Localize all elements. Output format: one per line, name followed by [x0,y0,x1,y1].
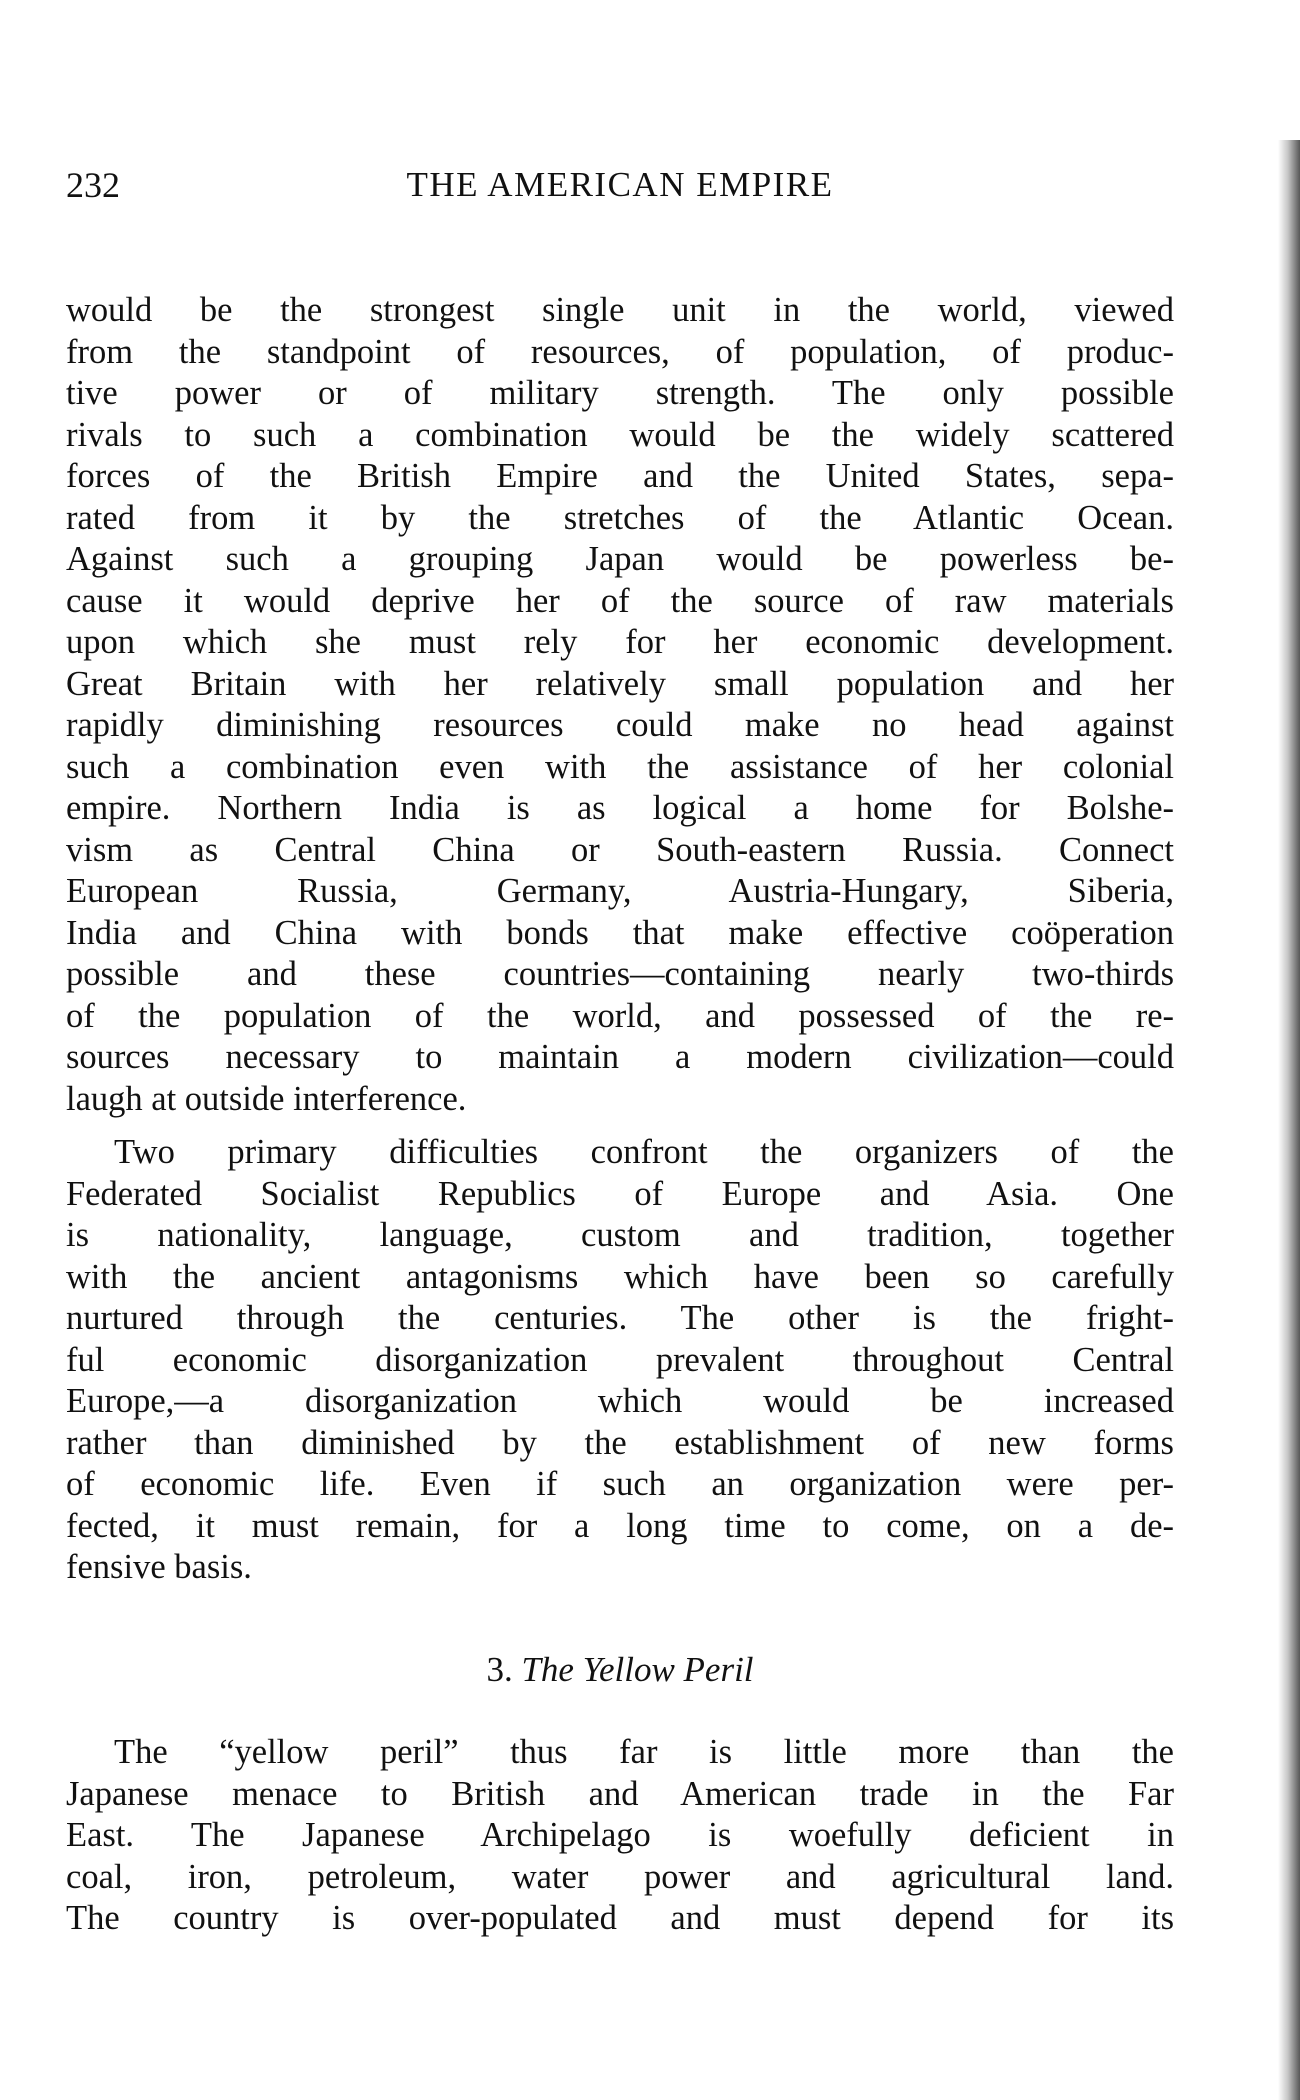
text-line: rapidly diminishing resources could make no head against [66,706,1174,744]
text-line: fensive basis. [66,1548,252,1586]
text-line: East. The Japanese Archipelago is woefully deficient in [66,1816,1174,1854]
text-line: rivals to such a combination would be the widely scattered [66,415,1174,454]
text-line: India and China with bonds that make effective coöperation [66,913,1174,952]
text-line: fected, it must remain, for a long time to come, on a de- [66,1506,1174,1545]
body-text-continued [66,1732,1174,1940]
text-line: Great Britain with her relatively small population and her [66,664,1174,703]
text-line: Japanese menace to British and American trade in the Far [66,1774,1174,1813]
text-line: Against such a grouping Japan would be powerless be- [66,540,1174,578]
page-number: 232 [66,165,120,205]
page-header [66,160,1174,210]
text-line: The “yellow peril” thus far is little more than the [114,1733,1174,1771]
text-line: rather than diminished by the establishment of new forms [66,1423,1174,1462]
text-line: tive power or of military strength. The only possible [66,374,1174,412]
paragraph [66,1132,1174,1589]
section-heading [66,1648,1174,1692]
text-line: possible and these countries—containing nearly two-thirds [66,955,1174,993]
text-line: upon which she must rely for her economic development. [66,623,1174,661]
text-line: coal, iron, petroleum, water power and agricultural land. [66,1857,1174,1896]
section-title: The Yellow Peril [521,1650,754,1689]
text-line: Two primary difficulties confront the organizers of the [114,1133,1174,1171]
text-line: such a combination even with the assistance of her colonial [66,747,1174,786]
text-line: cause it would deprive her of the source of raw materials [66,581,1174,620]
text-line: European Russia, Germany, Austria-Hungary, Siberia, [66,872,1174,910]
paragraph [66,290,1174,1120]
text-line: Federated Socialist Republics of Europe and Asia. One [66,1174,1174,1213]
text-line: rated from it by the stretches of the Atlantic Ocean. [66,498,1174,537]
running-title: THE AMERICAN EMPIRE [406,165,834,204]
text-line: vism as Central China or South-eastern Russia. Connect [66,830,1174,869]
text-line: of economic life. Even if such an organization were per- [66,1465,1174,1503]
body-text [66,290,1174,1589]
text-line: laugh at outside interference. [66,1079,467,1118]
section-number: 3. [486,1650,513,1689]
text-line: empire. Northern India is as logical a home for Bolshe- [66,789,1174,827]
text-line: nurtured through the centuries. The other is the fright- [66,1299,1174,1337]
text-line: ful economic disorganization prevalent throughout Central [66,1340,1174,1379]
text-line: Europe,—a disorganization which would be increased [66,1382,1174,1420]
text-line: of the population of the world, and possessed of the re- [66,996,1174,1035]
page-edge-shadow [1278,140,1300,2100]
text-line: from the standpoint of resources, of population, of produc- [66,332,1174,371]
text-line: with the ancient antagonisms which have been so carefully [66,1257,1174,1296]
text-line: would be the strongest single unit in the world, viewed [66,291,1174,329]
text-line: sources necessary to maintain a modern civilization—could [66,1038,1174,1076]
text-line: is nationality, language, custom and tradition, together [66,1216,1174,1254]
paragraph [66,1732,1174,1940]
text-line: The country is over-populated and must depend for its [66,1899,1174,1937]
text-line: forces of the British Empire and the United States, sepa- [66,457,1174,495]
